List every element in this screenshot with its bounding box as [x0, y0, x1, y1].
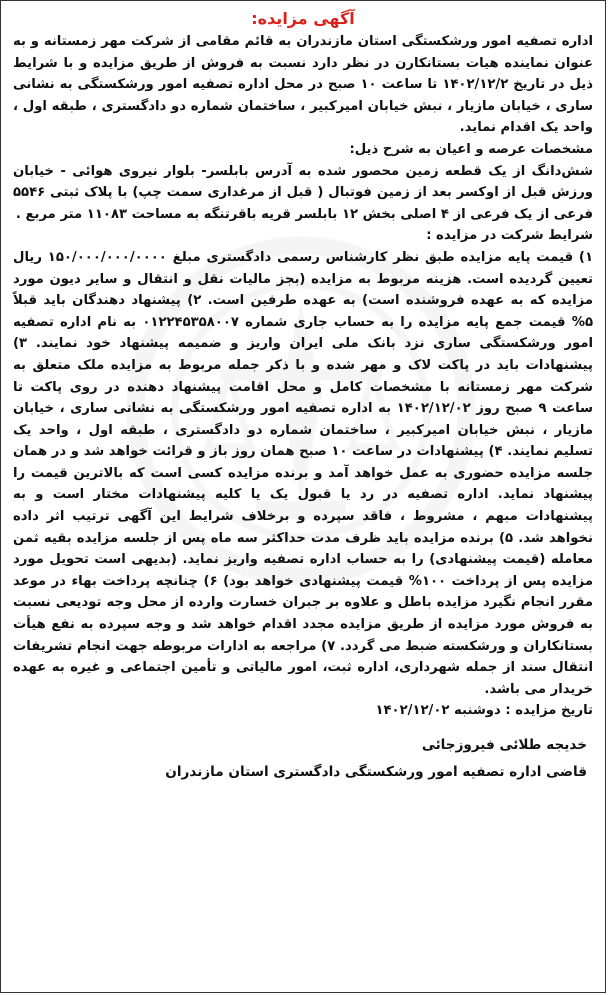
signatory-name: خدیجه طلائی فیروزجائی — [421, 737, 587, 753]
specs-body: شش‌دانگ از یک قطعه زمین محصور شده به آدرس بابلسر- بلوار نیروی هوائی - خیابان ورزش قبل از اوکسر بعد از زمین فوتبال ( قبل از مرغداری سمت چپ) با پلاک ثبتی ۵۵۴۶ فرعی از یک فرعی از ۴ اصلی بخش ۱۲ بابلسر قریه باقرتنگه به مساحت ۱۱۰۸۳ متر مربع . — [13, 163, 593, 222]
signatory-position: قاضی اداره تصفیه امور ورشکستگی دادگستری استان مازندران — [165, 764, 587, 780]
notice-intro: اداره تصفیه امور ورشکستگی استان مازندران به قائم مقامی از شرکت مهر زمستانه و به عنوان نماینده هیات بستانکارن در نظر دارد نسبت به فروش از طریق مزایده و با شرایط ذیل در تاریخ ۱۴۰۲/۱۲/۲ تا ساعت ۱۰ صبح در محل اداره تصفیه امور ورشکستگی به نشانی ساری ، خیابان مازیار ، نبش خیابان امیرکبیر ، ساختمان شماره دو دادگستری ، طبقه اول ، واحد یک اقدام نماید. — [13, 34, 593, 136]
signature-block — [13, 732, 593, 786]
auction-date: تاریخ مزایده : دوشنبه ۱۴۰۲/۱۲/۰۲ — [375, 703, 593, 719]
conditions-heading: شرایط شرکت در مزایده : — [426, 228, 593, 244]
conditions-body: ۱) قیمت پایه مزایده طبق نظر کارشناس رسمی دادگستری مبلغ ۱۵۰/۰۰۰/۰۰۰/۰۰۰۰ ریال تعیین گردیده است. هزینه مربوط به مزایده (بجز مالیات نقل و انتقال و سایر دیون مورد مزایده که به عهده فروشنده است) به عهده طرفین است. ۲) پیشنهاد دهندگان باید قبلاً ۵% قیمت جمع پایه مزایده را به حساب جاری شماره ۰۱۲۲۴۵۳۵۸۰۰۷ به نام اداره تصفیه امور ورشکستگی ساری نزد بانک ملی ایران واریز و ضمیمه پیشنهاد خود نمایند. ۳) پیشنهادات باید در پاکت لاک و مهر شده و با ذکر جمله مربوط به مزایده ملک متعلق به شرکت مهر زمستانه با مشخصات کامل و محل اقامت پیشنهاد دهنده در روی پاکت تا ساعت ۹ صبح روز ۱۴۰۲/۱۲/۰۲ به اداره تصفیه امور ورشکستگی به نشانی ساری ، خیابان مازیار ، نبش خیابان امیرکبیر ، ساختمان شماره دو دادگستری ، طبقه اول ، واحد یک تسلیم نمایند. ۴) پیشنهادات در ساعت ۱۰ صبح همان روز باز و قرائت خواهد شد و در همان جلسه مزایده حضوری به عمل خواهد آمد و برنده مزایده کسی است که بالاترین قیمت را پیشنهاد نماید. اداره تصفیه در رد یا قبول یک یا کلیه پیشنهادات مختار است و به پیشنهادات مبهم ، مشروط ، فاقد سپرده و برخلاف شرایط این آگهی ترتیب اثر داده نخواهد شد. ۵) برنده مزایده باید ظرف مدت حداکثر سه ماه پس از جلسه مزایده بقیه ثمن معامله (قیمت پیشنهادی) را به حساب اداره تصفیه واریز نماید. (بدیهی است تحویل مورد مزایده پس از پرداخت ۱۰۰% قیمت پیشنهادی خواهد بود) ۶) چنانچه پرداخت بهاء در موعد مقرر انجام نگیرد مزایده باطل و علاوه بر جبران خسارت وارده از محل وجه تودیعی نسبت به فروش مورد مزایده از طریق مزایده مجدد اقدام خواهد شد و وجه سپرده به نفع هیأت بستانکاران و ورشکسته ضبط می گردد. ۷) مراجعه به ادارات مربوطه جهت انجام تشریفات انتقال سند از جمله شهرداری، اداره ثبت، امور مالیاتی و تأمین اجتماعی و غیره به عهده خریدار می باشد. — [13, 249, 593, 697]
specs-heading: مشخصات عرصه و اعیان به شرح ذیل: — [349, 141, 593, 157]
notice-body — [1, 1, 605, 786]
notice-title: آگهی مزایده: — [251, 9, 355, 28]
